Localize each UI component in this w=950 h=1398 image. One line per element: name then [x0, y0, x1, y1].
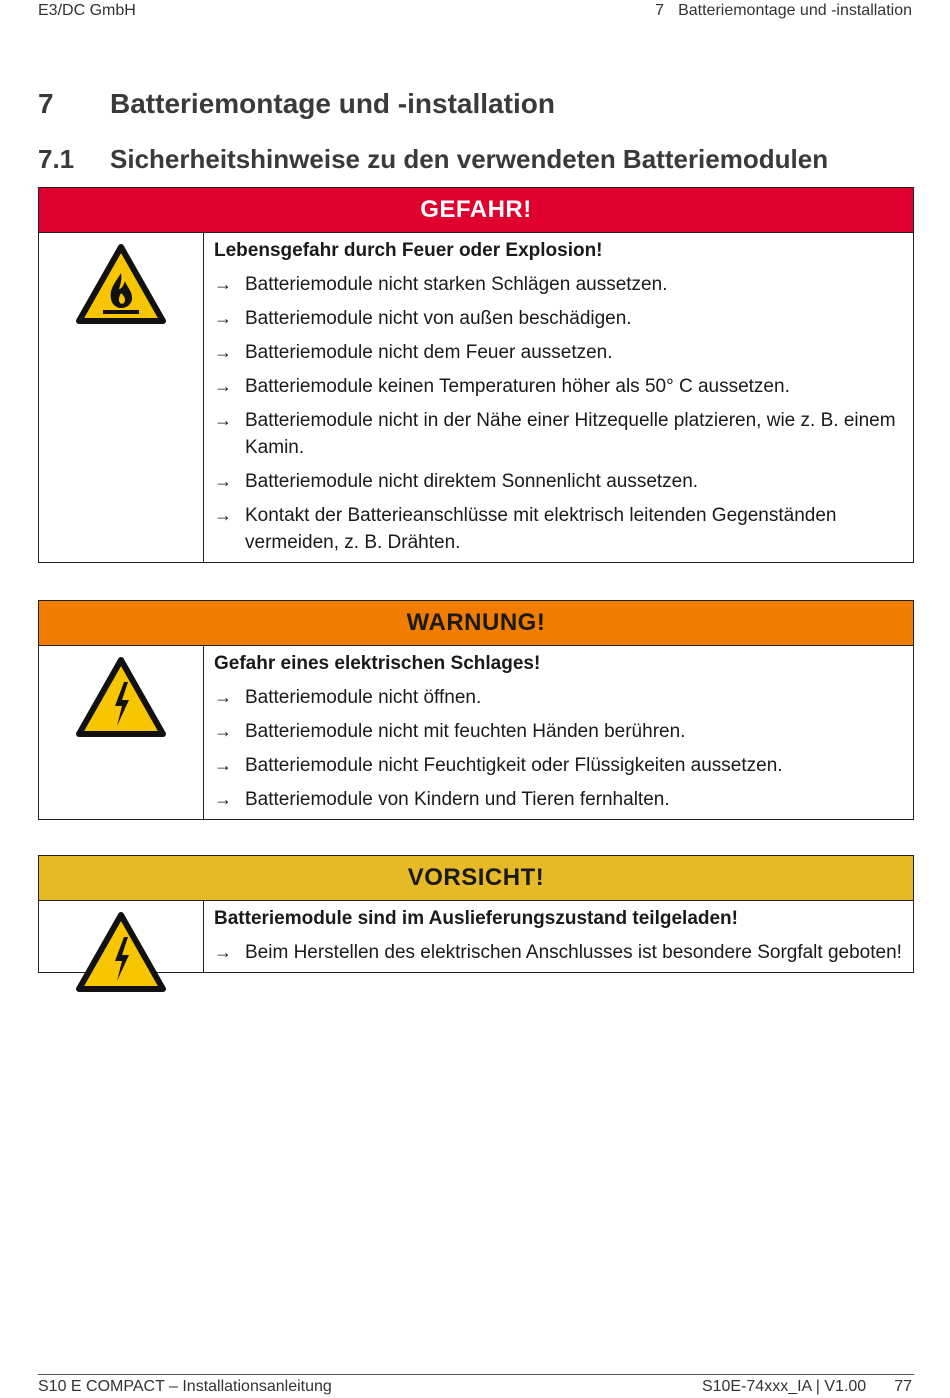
- danger-icon-cell: [39, 233, 204, 562]
- arrow-icon: →: [214, 505, 232, 525]
- header-chapter-title: Batteriemontage und -installation: [678, 2, 912, 19]
- list-item: → Batteriemodule nicht starken Schlägen aussetzen.: [214, 271, 903, 298]
- caution-icon-cell: [39, 901, 204, 972]
- list-item: → Batteriemodule nicht in der Nähe einer Hitzequelle platzieren, wie z. B. einem Kamin.: [214, 407, 903, 461]
- footer-doc-id: S10E-74xxx_IA | V1.00: [701, 1378, 867, 1395]
- section-heading: [38, 88, 555, 120]
- subsection-number: 7.1: [38, 144, 75, 174]
- list-item: → Batteriemodule nicht Feuchtigkeit oder Flüssigkeiten aussetzen.: [214, 752, 783, 779]
- footer-divider: [38, 1374, 914, 1375]
- header-company: E3/DC GmbH: [38, 2, 136, 19]
- warning-notice: [38, 600, 914, 820]
- section-title: Batteriemontage und -installation: [110, 88, 555, 119]
- list-item: → Kontakt der Batterieanschlüsse mit elektrisch leitenden Gegenständen vermeiden, z. B. Drähten.: [214, 502, 903, 556]
- arrow-icon: →: [214, 274, 232, 294]
- list-item: → Batteriemodule keinen Temperaturen höher als 50° C aussetzen.: [214, 373, 903, 400]
- list-item: → Batteriemodule nicht mit feuchten Händen berühren.: [214, 718, 783, 745]
- list-item: → Batteriemodule nicht dem Feuer aussetzen.: [214, 339, 903, 366]
- danger-lead: Lebensgefahr durch Feuer oder Explosion!: [214, 240, 603, 261]
- arrow-icon: →: [214, 410, 232, 430]
- danger-notice: [38, 187, 914, 563]
- subsection-title: Sicherheitshinweise zu den verwendeten Batteriemodulen: [110, 144, 829, 174]
- arrow-icon: →: [214, 755, 232, 775]
- footer-info: [702, 1378, 912, 1396]
- list-item: → Batteriemodule von Kindern und Tieren fernhalten.: [214, 786, 783, 813]
- arrow-icon: →: [214, 308, 232, 328]
- subsection-heading: [38, 144, 828, 175]
- warning-lead: Gefahr eines elektrischen Schlages!: [214, 653, 541, 674]
- header-chapter-number: 7: [655, 2, 665, 19]
- list-item: → Batteriemodule nicht direktem Sonnenlicht aussetzen.: [214, 468, 903, 495]
- warning-label: WARNUNG!: [39, 601, 913, 646]
- flammable-warning-icon: [75, 243, 167, 325]
- list-item: → Batteriemodule nicht öffnen.: [214, 684, 783, 711]
- arrow-icon: →: [214, 721, 232, 741]
- electrical-hazard-icon: [75, 656, 167, 738]
- arrow-icon: →: [214, 471, 232, 491]
- list-item: → Beim Herstellen des elektrischen Anschlusses ist besondere Sorgfalt geboten!: [214, 939, 902, 966]
- caution-notice: [38, 855, 914, 973]
- arrow-icon: →: [214, 942, 232, 962]
- arrow-icon: →: [214, 789, 232, 809]
- list-item: → Batteriemodule nicht von außen beschädigen.: [214, 305, 903, 332]
- arrow-icon: →: [214, 687, 232, 707]
- electrical-hazard-icon: [75, 911, 167, 993]
- footer-page-number: 77: [894, 1378, 912, 1395]
- caution-lead: Batteriemodule sind im Auslieferungszustand teilgeladen!: [214, 908, 738, 929]
- section-number: 7: [38, 88, 54, 119]
- arrow-icon: →: [214, 342, 232, 362]
- arrow-icon: →: [214, 376, 232, 396]
- header-chapter: [655, 2, 912, 20]
- footer-product: S10 E COMPACT – Installationsanleitung: [38, 1378, 332, 1395]
- caution-label: VORSICHT!: [39, 856, 913, 901]
- warning-icon-cell: [39, 646, 204, 819]
- danger-label: GEFAHR!: [39, 188, 913, 233]
